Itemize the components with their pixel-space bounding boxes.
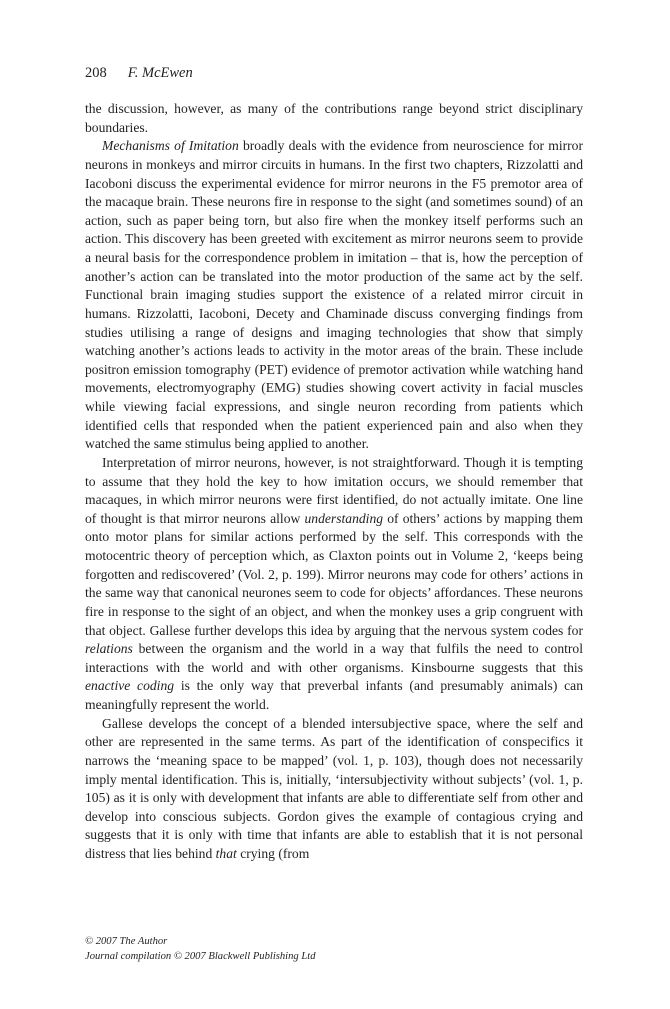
text-run: crying (from [236,846,310,861]
paragraph [85,100,583,137]
italic-text-run: relations [85,641,133,657]
text-run: the discussion, however, as many of the contributions range beyond strict disciplinary boundaries. [85,101,583,135]
journal-compilation-line: Journal compilation © 2007 Blackwell Publishing Ltd [85,950,316,962]
italic-text-run: enactive coding [85,678,175,694]
copyright-line: © 2007 The Author [85,936,168,947]
page-header [85,64,193,82]
text-run: is the only way that preverbal infants (and presumably animals) can meaningfully represent the world. [85,678,583,712]
italic-text-run: Mechanisms of Imitation [102,138,239,154]
page-footer [85,935,316,964]
text-run: of others’ actions by mapping them onto motor plans for similar actions performed by the self. This corresponds with the motocentric theory of perception which, as Claxton points out in Volume 2, ‘keeps being forgotten and rediscovered’ (Vol. 2, p. 199). Mirror neurons may code for others’ actions in the same way that canonical neurones seem to code for objects’ affordances. These neurons fire in response to the sight of an object, and when the monkey uses a grip congruent with that object. Gallese further develops this idea by arguing that the nervous system codes for [85,510,583,638]
italic-text-run: understanding [304,510,384,526]
italic-text-run: that [215,846,237,861]
running-head-author: F. McEwen [127,65,193,81]
page-number: 208 [85,65,107,81]
text-run: between the organism and the world in a way that fulfils the need to control interactions with the world and with other organisms. Kinsbourne suggests that this [85,641,583,675]
article-body [85,100,583,864]
paragraph [85,137,583,454]
text-run: broadly deals with the evidence from neuroscience for mirror neurons in monkeys and mirror circuits in humans. In the first two chapters, Rizzolatti and Iacoboni discuss the experimental evidence for mirror neurons in the F5 premotor area of the macaque brain. These neurons fire in response to the sight (and sometimes sound) of an action, such as paper being torn, but also fire when the monkey itself performs such an action. This discovery has been greeted with excitement as mirror neurons seem to provide a neural basis for the correspondence problem in imitation – that is, how the perception of another’s action can be translated into the motor production of the same act by the self. Functional brain imaging studies support the existence of a related mirror circuit in humans. Rizzolatti, Iacoboni, Decety and Chaminade discuss converging findings from studies utilising a range of designs and imaging technologies that show that simply watching another’s actions leads to activity in the motor areas of the brain. These include positron emission tomography (PET) evidence of premotor activation while watching hand movements, electromyography (EMG) studies showing covert activity in facial muscles while viewing facial expressions, and single neuron recording from patients which identified cells that responded when the patient experienced pain and also when they watched the same stimulus being applied to another. [85,138,583,452]
text-run: Interpretation of mirror neurons, however, is not straightforward. Though it is tempting to assume that they hold the key to how imitation occurs, we should remember that macaques, in which mirror neurons were first identified, do not actually imitate. One line of thought is that mirror neurons allow [85,454,583,526]
text-run: Gallese develops the concept of a blended intersubjective space, where the self and other are represented in the same terms. As part of the identification of conspecifics it narrows the ‘meaning space to be mapped’ (vol. 1, p. 103), though does not necessarily imply mental identification. This is, initially, ‘intersubjectivity without subjects’ (vol. 1, p. 105) as it is only with development that infants are able to differentiate self from other and develop into conscious subjects. Gordon gives the example of contagious crying and suggests that it is only with time that infants are able to establish that it is not personal distress that lies behind [85,715,583,861]
paragraph [85,454,583,715]
paragraph [85,715,583,864]
